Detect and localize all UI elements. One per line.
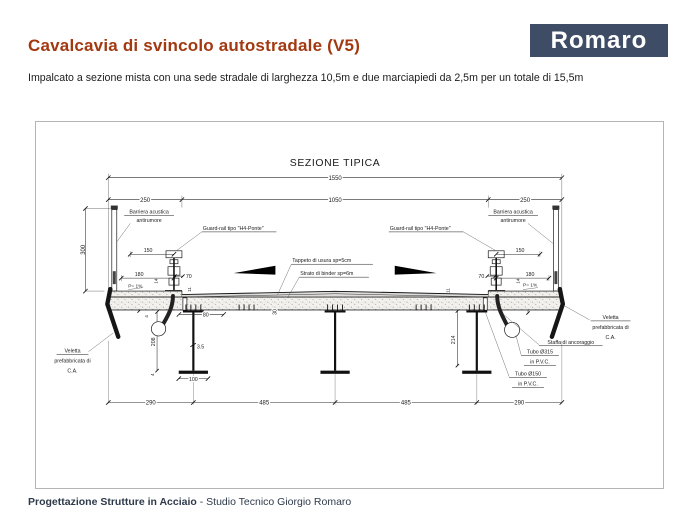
dim-sidewalk-roadway	[106, 196, 564, 208]
romaro-logo-text: Romaro	[550, 26, 648, 54]
svg-text:Tubo Ø315: Tubo Ø315	[526, 349, 554, 356]
svg-text:208: 208	[151, 337, 158, 347]
svg-text:4: 4	[145, 315, 151, 318]
svg-text:1550: 1550	[328, 175, 342, 182]
guardrail-left	[165, 251, 182, 293]
svg-text:214: 214	[450, 335, 457, 345]
drawing-title: SEZIONE TIPICA	[289, 157, 381, 169]
svg-text:100: 100	[188, 376, 198, 383]
girder-right	[462, 311, 491, 404]
dims-girder	[150, 309, 278, 383]
svg-text:70: 70	[185, 274, 192, 281]
svg-text:11: 11	[187, 287, 193, 293]
svg-text:150: 150	[515, 248, 525, 255]
slope-arrow-left	[234, 266, 276, 275]
footer-studio: - Studio Tecnico Giorgio Romaro	[196, 496, 352, 508]
girder-center	[320, 311, 349, 404]
label-barrier-right	[488, 210, 553, 244]
svg-text:Guard-rail tipo "H4-Ponte": Guard-rail tipo "H4-Ponte"	[202, 225, 264, 232]
slope-arrow-right	[395, 266, 437, 275]
svg-text:Veletta: Veletta	[64, 348, 81, 355]
girder-left	[179, 311, 208, 404]
svg-text:in P.V.C.: in P.V.C.	[530, 359, 550, 366]
svg-text:14: 14	[154, 278, 160, 284]
svg-text:250: 250	[140, 197, 151, 204]
dim-barrier-height	[81, 206, 110, 293]
romaro-logo	[530, 24, 668, 57]
svg-text:290: 290	[514, 400, 525, 407]
footer	[28, 496, 351, 508]
svg-text:prefabbricata di: prefabbricata di	[592, 324, 629, 331]
label-veletta-left	[54, 333, 113, 375]
svg-text:Barriera acustica: Barriera acustica	[129, 209, 169, 216]
svg-text:antirumore: antirumore	[136, 217, 162, 224]
svg-text:485: 485	[259, 400, 270, 407]
svg-text:C.A.: C.A.	[605, 334, 616, 341]
svg-text:Tubo Ø150: Tubo Ø150	[514, 371, 542, 378]
svg-text:Strato di binder sp=6m: Strato di binder sp=6m	[300, 271, 354, 278]
drawing-frame	[35, 121, 664, 489]
noise-barrier-right	[551, 206, 561, 295]
svg-text:in P.V.C.: in P.V.C.	[518, 381, 538, 388]
page-title: Cavalcavia di svincolo autostradale (V5)	[28, 36, 361, 55]
svg-text:300: 300	[80, 244, 87, 255]
svg-text:150: 150	[143, 248, 153, 255]
svg-text:30: 30	[272, 309, 279, 315]
label-guardrail-right	[389, 226, 495, 250]
svg-text:antirumore: antirumore	[500, 217, 526, 224]
svg-text:P= 1%: P= 1%	[128, 284, 143, 290]
svg-text:1050: 1050	[328, 197, 342, 204]
steel-girders	[179, 311, 492, 404]
svg-text:C.A.: C.A.	[67, 368, 78, 375]
label-guardrail-left	[177, 226, 276, 250]
footer-company: Progettazione Strutture in Acciaio	[28, 496, 197, 508]
svg-text:Tappeto di usura sp=5cm: Tappeto di usura sp=5cm	[292, 258, 352, 265]
svg-text:prefabbricata di: prefabbricata di	[54, 358, 91, 365]
svg-text:250: 250	[520, 197, 531, 204]
svg-text:14: 14	[516, 278, 522, 284]
label-barrier-left	[117, 210, 174, 242]
svg-text:180: 180	[134, 271, 144, 278]
svg-text:Veletta: Veletta	[602, 314, 619, 321]
svg-text:485: 485	[400, 400, 411, 407]
svg-text:P= 1%: P= 1%	[523, 283, 538, 289]
page-subtitle: Impalcato a sezione mista con una sede stradale di larghezza 10,5m e due marciapiedi da 2,5m per un totale di 15,5m	[28, 72, 584, 84]
svg-text:Staffa di ancoraggio: Staffa di ancoraggio	[547, 339, 595, 346]
svg-text:80: 80	[202, 312, 209, 319]
svg-text:4: 4	[151, 373, 157, 376]
svg-text:Barriera acustica: Barriera acustica	[493, 209, 533, 216]
section-drawing	[36, 122, 663, 488]
deck-slab	[108, 291, 562, 310]
guardrail-right	[488, 251, 505, 293]
svg-text:Guard-rail tipo "H4-Ponte": Guard-rail tipo "H4-Ponte"	[389, 225, 451, 232]
svg-text:70: 70	[478, 274, 485, 281]
noise-barrier-left	[109, 206, 119, 295]
label-veletta-right	[565, 306, 631, 341]
svg-text:3.5: 3.5	[196, 344, 205, 351]
svg-text:290: 290	[145, 400, 156, 407]
svg-text:180: 180	[525, 271, 535, 278]
svg-text:11: 11	[446, 288, 452, 294]
